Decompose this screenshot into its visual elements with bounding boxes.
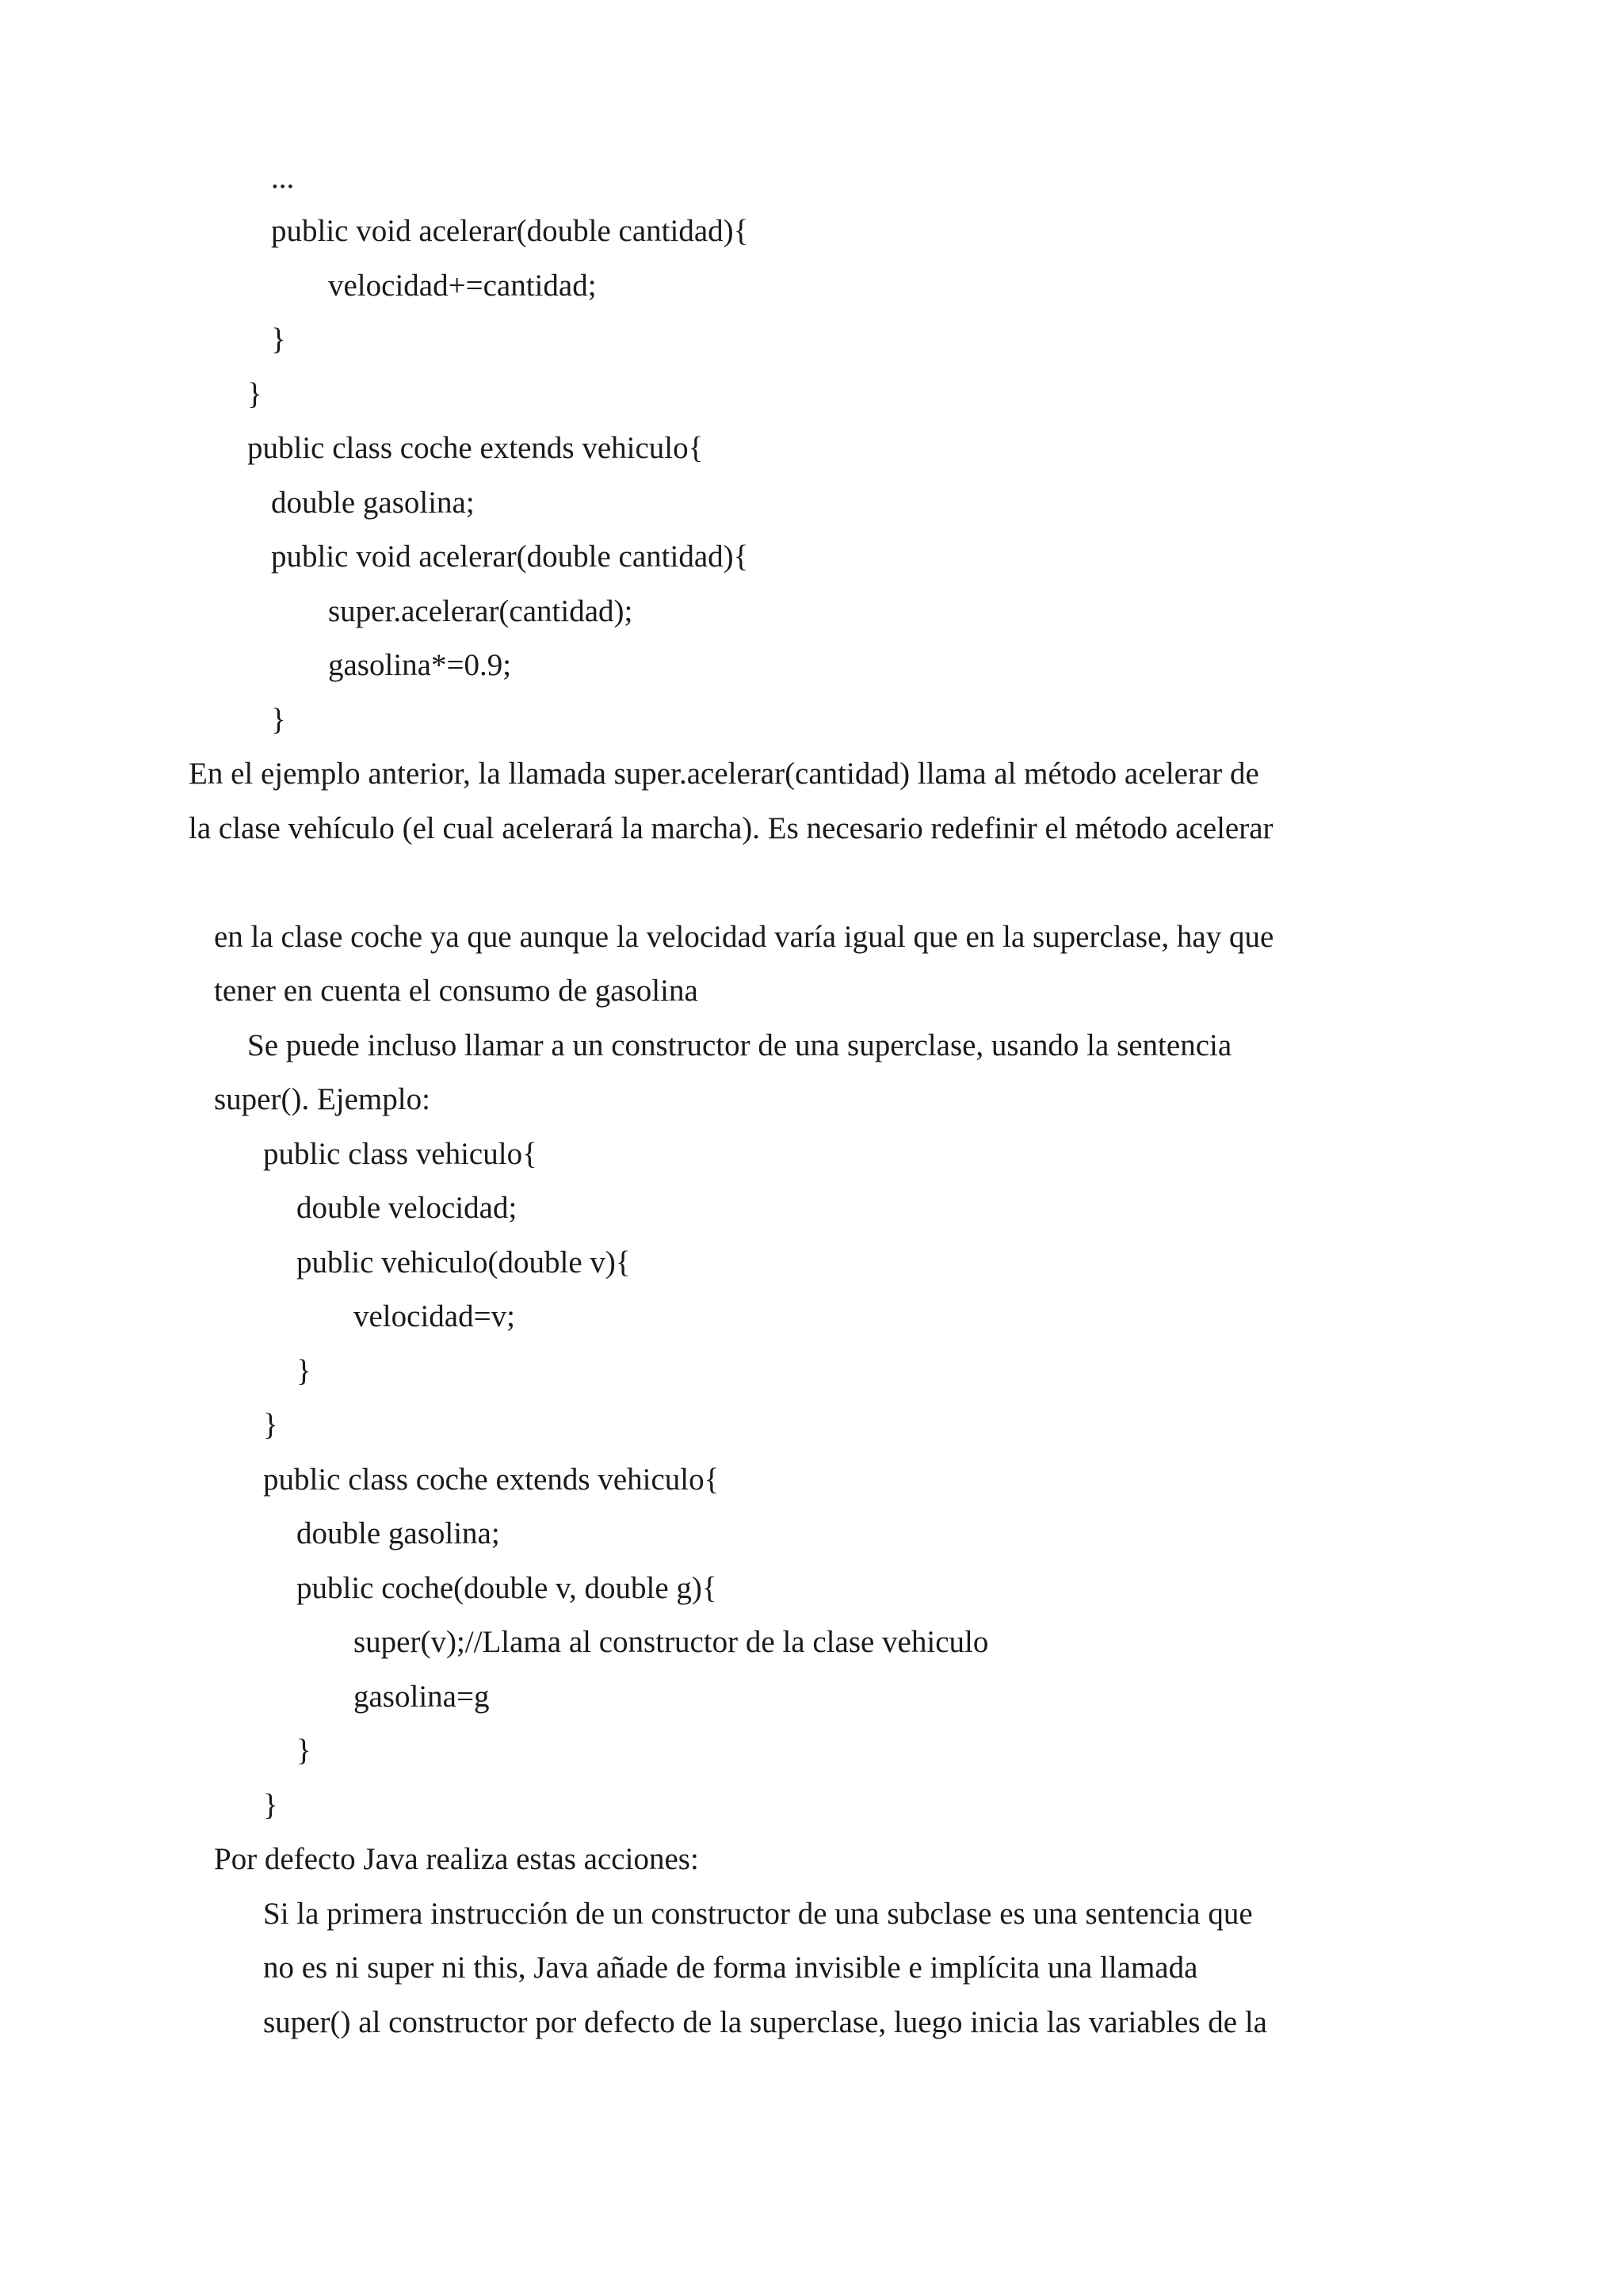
code-line: double gasolina; xyxy=(271,486,475,520)
code-line: } xyxy=(263,1788,278,1822)
code-line: public vehiculo(double v){ xyxy=(296,1245,631,1280)
paragraph-line: Se puede incluso llamar a un constructor de una superclase, usando la sentencia xyxy=(247,1028,1232,1062)
paragraph-line: Si la primera instrucción de un constructor de una subclase es una sentencia que xyxy=(263,1897,1253,1931)
code-line: public class vehiculo{ xyxy=(263,1137,537,1171)
code-line: public class coche extends vehiculo{ xyxy=(247,431,704,465)
code-line: super(v);//Llama al constructor de la clase vehiculo xyxy=(353,1625,989,1659)
paragraph-line: super() al constructor por defecto de la superclase, luego inicia las variables de la xyxy=(263,2005,1267,2039)
code-line: } xyxy=(296,1733,311,1768)
paragraph-line: Por defecto Java realiza estas acciones: xyxy=(214,1842,699,1876)
code-line: double gasolina; xyxy=(296,1516,500,1550)
paragraph-line: super(). Ejemplo: xyxy=(214,1082,430,1116)
code-line: } xyxy=(247,377,262,411)
paragraph-line: la clase vehículo (el cual acelerará la marcha). Es necesario redefinir el método acelerar xyxy=(189,811,1274,845)
code-line: velocidad+=cantidad; xyxy=(328,269,597,303)
code-line: public class coche extends vehiculo{ xyxy=(263,1463,720,1497)
paragraph-line: En el ejemplo anterior, la llamada super.acelerar(cantidad) llama al método acelerar de xyxy=(189,757,1259,791)
paragraph-line: en la clase coche ya que aunque la velocidad varía igual que en la superclase, hay que xyxy=(214,920,1274,954)
code-line: public void acelerar(double cantidad){ xyxy=(271,540,749,574)
code-line: } xyxy=(296,1354,311,1388)
code-line: } xyxy=(271,703,286,737)
code-ellipsis: ... xyxy=(271,161,295,195)
code-line: double velocidad; xyxy=(296,1191,517,1225)
code-line: velocidad=v; xyxy=(353,1299,515,1333)
code-line: gasolina*=0.9; xyxy=(328,648,512,682)
code-line: public void acelerar(double cantidad){ xyxy=(271,214,749,248)
paragraph-line: tener en cuenta el consumo de gasolina xyxy=(214,974,698,1008)
code-line: public coche(double v, double g){ xyxy=(296,1571,717,1605)
paragraph-line: no es ni super ni this, Java añade de forma invisible e implícita una llamada xyxy=(263,1951,1198,1985)
code-line: gasolina=g xyxy=(353,1680,490,1714)
code-line: super.acelerar(cantidad); xyxy=(328,594,633,628)
code-line: } xyxy=(263,1408,278,1442)
code-line: } xyxy=(271,322,286,357)
